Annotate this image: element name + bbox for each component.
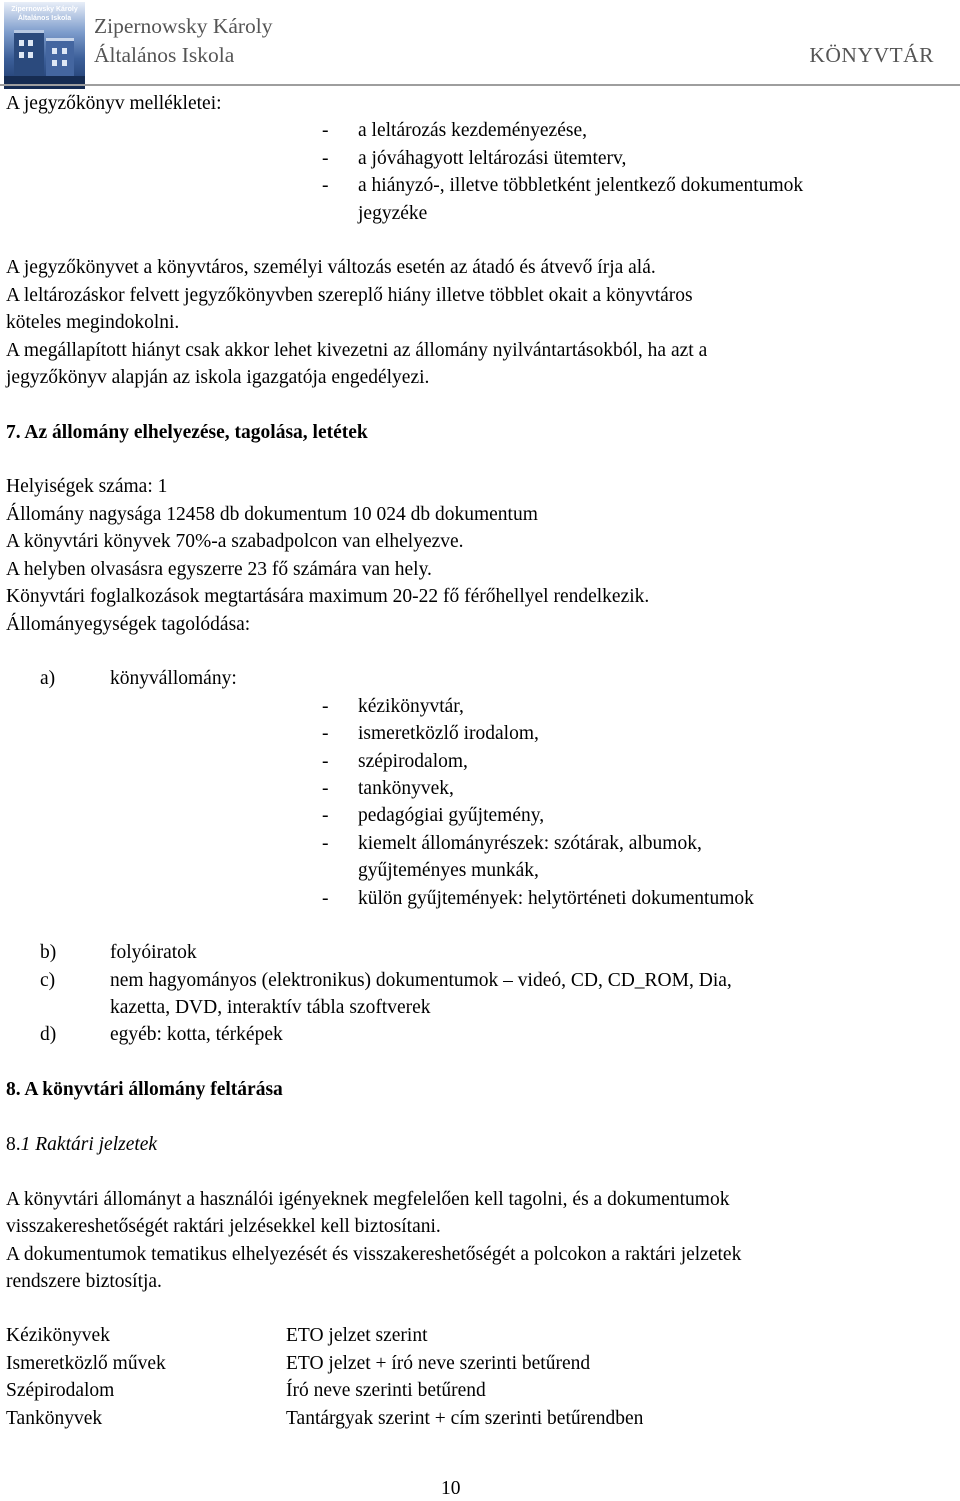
- list-marker: c): [40, 970, 56, 991]
- paragraph-line: köteles megindokolni.: [6, 312, 180, 333]
- logo-building-right: [46, 38, 74, 81]
- list-dash: -: [322, 120, 329, 141]
- list-dash: -: [322, 833, 329, 854]
- collection-item: ismeretközlő irodalom,: [358, 723, 539, 744]
- attachment-item-continuation: jegyzéke: [358, 203, 428, 224]
- table-cell-type: Ismeretközlő művek: [6, 1353, 166, 1374]
- header-divider: [0, 84, 960, 86]
- section-7-line: A helyben olvasásra egyszerre 23 fő számára van hely.: [6, 559, 432, 580]
- logo-base: [4, 76, 85, 89]
- section-7-line: Állományegységek tagolódása:: [6, 614, 251, 635]
- paragraph-line: A megállapított hiányt csak akkor lehet kivezetni az állomány nyilvántartásokból, ha azt a: [6, 340, 708, 361]
- paragraph-line: A leltározáskor felvett jegyzőkönyvben szereplő hiány illetve többlet okait a könyvtáros: [6, 285, 693, 306]
- list-dash: -: [322, 805, 329, 826]
- collection-item: külön gyűjtemények: helytörténeti dokumentumok: [358, 888, 754, 909]
- school-name-line2: Általános Iskola: [94, 43, 235, 67]
- list-a-label: könyvállomány:: [110, 668, 237, 689]
- logo-text-line2: Általános Iskola: [17, 15, 72, 22]
- attachment-item: a hiányzó-, illetve többletként jelentkező dokumentumok: [358, 175, 804, 196]
- page-number: 10: [441, 1478, 461, 1499]
- section-7-heading: 7. Az állomány elhelyezése, tagolása, letétek: [6, 422, 368, 443]
- list-dash: -: [322, 888, 329, 909]
- logo-text-line1: Zipernowsky Károly: [11, 6, 78, 13]
- list-item-text: folyóiratok: [110, 942, 197, 963]
- collection-item-continuation: gyűjteményes munkák,: [358, 860, 539, 881]
- collection-item: kézikönyvtár,: [358, 696, 464, 717]
- section-7-line: Könyvtári foglalkozások megtartására maximum 20-22 fő férőhellyel rendelkezik.: [6, 586, 650, 607]
- table-cell-rule: Író neve szerinti betűrend: [286, 1380, 486, 1401]
- table-cell-type: Tankönyvek: [6, 1408, 103, 1429]
- attachment-item: a jóváhagyott leltározási ütemterv,: [358, 148, 627, 169]
- table-cell-rule: ETO jelzet + író neve szerinti betűrend: [286, 1353, 591, 1374]
- list-marker: b): [40, 942, 57, 963]
- list-marker: d): [40, 1024, 57, 1045]
- table-cell-type: Kézikönyvek: [6, 1325, 110, 1346]
- paragraph-line: jegyzőkönyv alapján az iskola igazgatója engedélyezi.: [6, 367, 430, 388]
- collection-item: kiemelt állományrészek: szótárak, albumok,: [358, 833, 702, 854]
- section-8-paragraph-line: rendszere biztosítja.: [6, 1271, 162, 1292]
- section-8-paragraph-line: visszakereshetőségét raktári jelzésekkel kell biztosítani.: [6, 1216, 441, 1237]
- section-7-line: Helyiségek száma: 1: [6, 476, 168, 497]
- table-cell-type: Szépirodalom: [6, 1380, 115, 1401]
- section-8-heading: 8. A könyvtári állomány feltárása: [6, 1079, 283, 1100]
- list-dash: -: [322, 175, 329, 196]
- collection-item: szépirodalom,: [358, 751, 468, 772]
- list-dash: -: [322, 723, 329, 744]
- collection-item: pedagógiai gyűjtemény,: [358, 805, 545, 826]
- school-name-line1: Zipernowsky Károly: [94, 14, 273, 38]
- header-section-title: KÖNYVTÁR: [809, 43, 934, 67]
- list-marker: a): [40, 668, 56, 689]
- section-8-paragraph-line: A dokumentumok tematikus elhelyezését és visszakereshetőségét a polcokon a raktári jelzetek: [6, 1244, 742, 1265]
- table-cell-rule: Tantárgyak szerint + cím szerinti betűrendben: [286, 1408, 644, 1429]
- list-item-text-continuation: kazetta, DVD, interaktív tábla szoftverek: [110, 997, 431, 1018]
- list-item-text: egyéb: kotta, térképek: [110, 1024, 283, 1045]
- subsection-title: 1 Raktári jelzetek: [20, 1134, 158, 1155]
- section-8-paragraph-line: A könyvtári állományt a használói igényeknek megfelelően kell tagolni, és a dokumentumok: [6, 1189, 730, 1210]
- paragraph-line: A jegyzőkönyvet a könyvtáros, személyi változás esetén az átadó és átvevő írja alá.: [6, 257, 656, 278]
- attachment-item: a leltározás kezdeményezése,: [358, 120, 587, 141]
- collection-item: tankönyvek,: [358, 778, 454, 799]
- subsection-heading: [6, 1134, 157, 1156]
- attachments-title: A jegyzőkönyv mellékletei:: [6, 93, 222, 114]
- list-dash: -: [322, 148, 329, 169]
- list-dash: -: [322, 751, 329, 772]
- list-item-text: nem hagyományos (elektronikus) dokumentumok – videó, CD, CD_ROM, Dia,: [110, 970, 732, 991]
- section-7-line: A könyvtári könyvek 70%-a szabadpolcon van elhelyezve.: [6, 531, 464, 552]
- list-dash: -: [322, 778, 329, 799]
- subsection-number: 8.: [6, 1134, 21, 1155]
- school-logo: [4, 2, 85, 89]
- section-7-line: Állomány nagysága 12458 db dokumentum 10 024 db dokumentum: [6, 504, 538, 525]
- table-cell-rule: ETO jelzet szerint: [286, 1325, 428, 1346]
- list-dash: -: [322, 696, 329, 717]
